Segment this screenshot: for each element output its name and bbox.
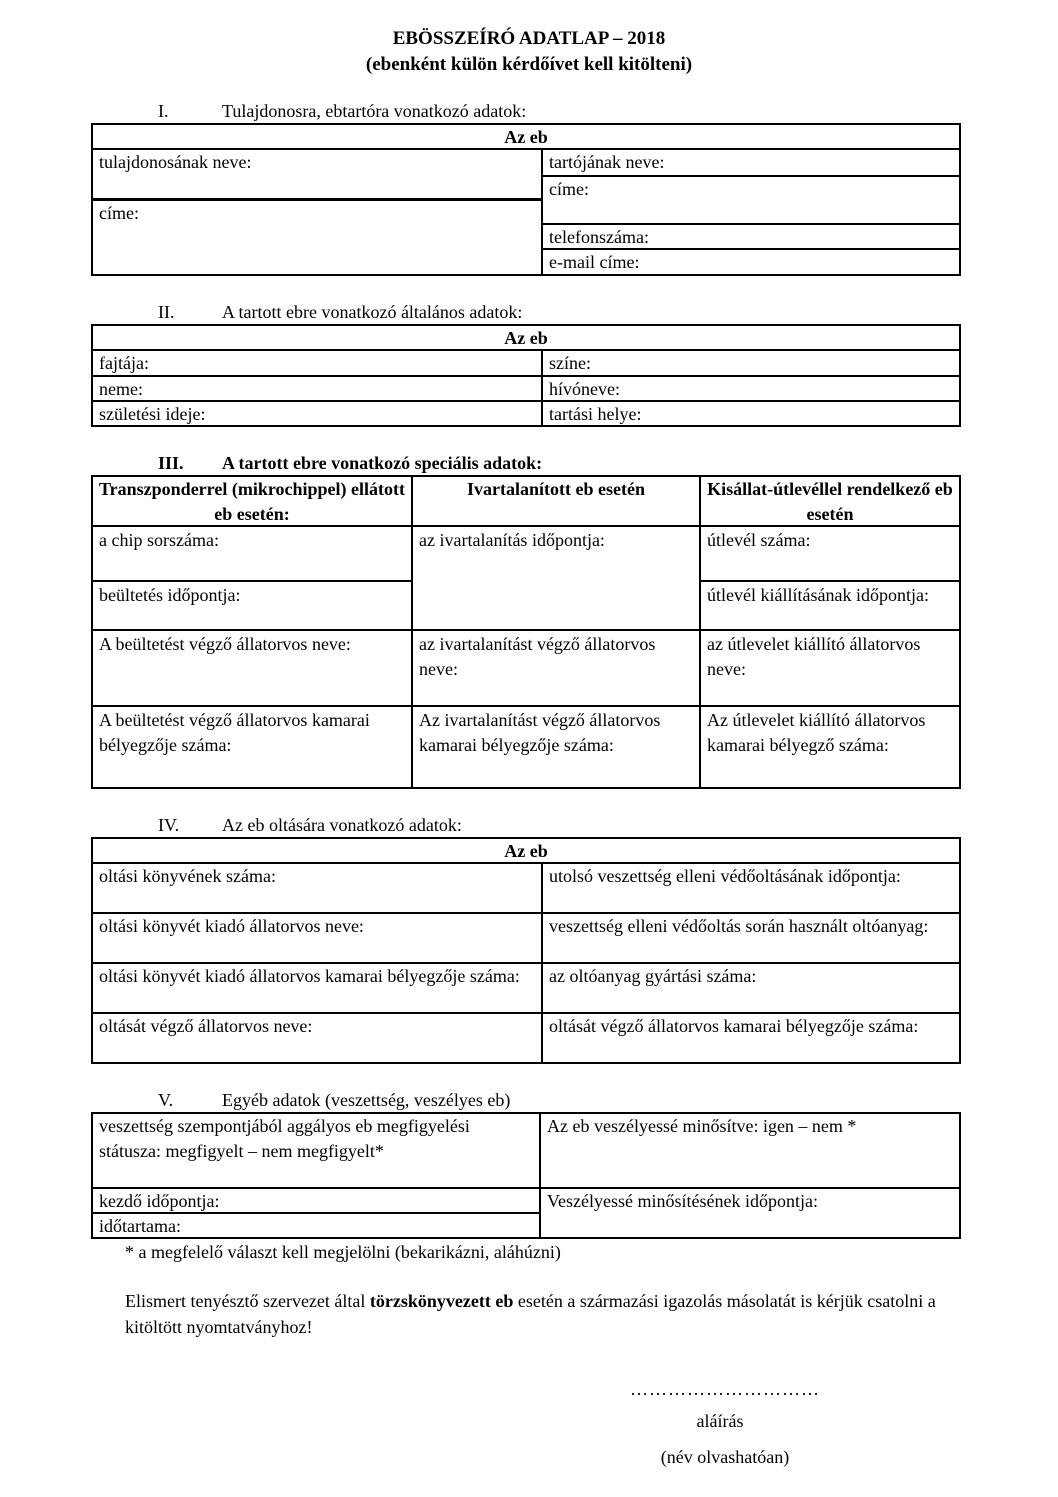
section-title: Tulajdonosra, ebtartóra vonatkozó adatok: [222,101,527,121]
column-header-passport: Kisállat-útlevéllel rendelkező eb esetén [707,479,953,524]
column-header-neutered: Ivartalanított eb esetén [467,479,645,499]
last-rabies-vaccination-date-field[interactable]: utolsó veszettség elleni védőoltásának időpontja: [549,866,901,886]
chip-number-field[interactable]: a chip sorszáma: [99,530,219,550]
signature-sublabel: (név olvashatóan) [660,1447,790,1467]
keeper-email-field[interactable]: e-mail címe: [549,252,640,272]
section-number: IV. [158,815,180,835]
neuter-vet-stamp-field[interactable]: Az ivartalanítást végző állatorvos kamarai bélyegzője száma: [419,710,661,755]
observation-duration-field[interactable]: időtartama: [99,1216,181,1236]
table-header: Az eb [504,328,548,348]
section-title: A tartott ebre vonatkozó általános adatok: [222,302,523,322]
signature-line[interactable]: ………………………… [630,1379,820,1399]
color-field[interactable]: színe: [549,353,591,373]
passport-issue-date-field[interactable]: útlevél kiállításának időpontja: [707,585,929,605]
notice-emphasis: törzskönyvezett eb [369,1291,514,1311]
pedigree-notice [125,1288,955,1340]
keeping-place-field[interactable]: tartási helye: [549,404,642,424]
table-header: Az eb [504,127,548,147]
book-issuer-vet-name-field[interactable]: oltási könyvét kiadó állatorvos neve: [99,916,364,936]
section-title: Az eb oltására vonatkozó adatok: [222,815,462,835]
passport-number-field[interactable]: útlevél száma: [707,530,811,550]
passport-vet-stamp-field[interactable]: Az útlevelet kiállító állatorvos kamarai bélyegző száma: [707,710,926,755]
vaccinating-vet-name-field[interactable]: oltását végző állatorvos neve: [99,1016,313,1036]
dangerous-classification-field[interactable]: Az eb veszélyessé minősítve: igen – nem * [547,1116,857,1136]
neuter-date-field[interactable]: az ivartalanítás időpontja: [419,530,605,550]
document-title: EBÖSSZEÍRÓ ADATLAP – 2018 [392,28,666,49]
vaccination-book-number-field[interactable]: oltási könyvének száma: [99,866,276,886]
keeper-phone-field[interactable]: telefonszáma: [549,227,649,247]
birth-date-field[interactable]: születési ideje: [99,404,206,424]
vaccinating-vet-stamp-field[interactable]: oltását végző állatorvos kamarai bélyegzője száma: [549,1016,919,1036]
neuter-vet-name-field[interactable]: az ivartalanítást végző állatorvos neve: [419,634,656,679]
dangerous-classification-date-field[interactable]: Veszélyessé minősítésének időpontja: [547,1191,818,1211]
owner-address-field[interactable]: címe: [99,203,139,223]
vaccine-used-field[interactable]: veszettség elleni védőoltás során használt oltóanyag: [549,916,929,936]
section-title: Egyéb adatok (veszettség, veszélyes eb) [222,1090,511,1110]
call-name-field[interactable]: hívóneve: [549,379,620,399]
section-number: II. [158,302,175,322]
book-issuer-vet-stamp-field[interactable]: oltási könyvét kiadó állatorvos kamarai bélyegzője száma: [99,966,520,986]
sex-field[interactable]: neme: [99,379,143,399]
section-title: A tartott ebre vonatkozó speciális adatok: [222,453,543,473]
footnote: * a megfelelő választ kell megjelölni (bekarikázni, aláhúzni) [125,1242,561,1262]
owner-name-field[interactable]: tulajdonosának neve: [99,152,252,172]
implant-vet-name-field[interactable]: A beültetést végző állatorvos neve: [99,634,351,654]
section-number: V. [158,1090,174,1110]
signature-label: aláírás [696,1411,744,1431]
keeper-address-field[interactable]: címe: [549,179,589,199]
rabies-observation-status-field[interactable]: veszettség szempontjából aggályos eb megfigyelési státusza: megfigyelt – nem megfigyelt* [99,1116,470,1161]
section-number: I. [158,101,169,121]
notice-text: esetén a származási igazolás másolatát is kérjük csatolni a kitöltött nyomtatványhoz! [125,1291,936,1337]
section-number: III. [158,453,184,473]
vaccine-batch-number-field[interactable]: az oltóanyag gyártási száma: [549,966,757,986]
document-subtitle: (ebenként külön kérdőívet kell kitölteni) [365,54,693,75]
keeper-name-field[interactable]: tartójának neve: [549,152,665,172]
observation-start-date-field[interactable]: kezdő időpontja: [99,1191,220,1211]
breed-field[interactable]: fajtája: [99,353,149,373]
notice-text: Elismert tenyésztő szervezet által [125,1291,370,1311]
implant-vet-stamp-field[interactable]: A beültetést végző állatorvos kamarai bélyegzője száma: [99,710,370,755]
implant-date-field[interactable]: beültetés időpontja: [99,585,241,605]
column-header-microchip: Transzponderrel (mikrochippel) ellátott eb esetén: [99,479,405,524]
table-header: Az eb [504,841,548,861]
passport-vet-name-field[interactable]: az útlevelet kiállító állatorvos neve: [707,634,921,679]
